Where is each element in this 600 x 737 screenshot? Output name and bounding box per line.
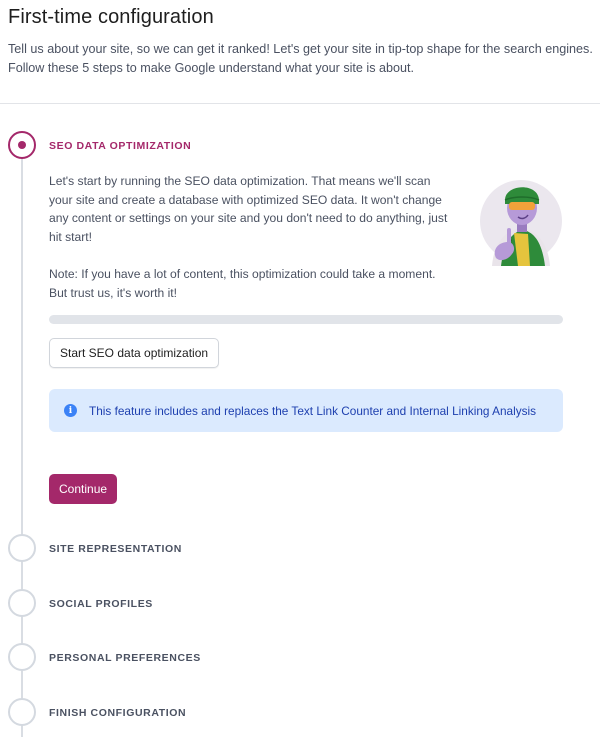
step-title-seo-data-optimization: SEO DATA OPTIMIZATION xyxy=(49,140,192,152)
person-avatar-illustration xyxy=(478,170,564,266)
header-divider xyxy=(0,103,600,104)
step-indicator-site-representation xyxy=(8,534,36,562)
step-description xyxy=(49,172,449,302)
step-indicator-personal-preferences xyxy=(8,643,36,671)
info-alert xyxy=(49,389,563,432)
info-icon: i xyxy=(64,404,77,417)
step-description-text: Let's start by running the SEO data optimization. That means we'll scan your site and create a database with optimized SEO data. It won't change any content or settings on your site and you don't need to do anything, just hit start! xyxy=(49,174,448,244)
start-seo-data-optimization-button[interactable]: Start SEO data optimization xyxy=(49,338,219,368)
optimization-progress-bar xyxy=(49,315,563,324)
continue-button[interactable]: Continue xyxy=(49,474,117,504)
step-title-finish-configuration: FINISH CONFIGURATION xyxy=(49,707,187,719)
step-note-text: Note: If you have a lot of content, this optimization could take a moment. But trust us, it's worth it! xyxy=(49,267,436,300)
info-alert-text: This feature includes and replaces the Text Link Counter and Internal Linking Analysis xyxy=(89,403,537,418)
step-title-site-representation: SITE REPRESENTATION xyxy=(49,543,182,555)
step-title-personal-preferences: PERSONAL PREFERENCES xyxy=(49,652,201,664)
step-indicator-social-profiles xyxy=(8,589,36,617)
page-intro: Tell us about your site, so we can get it ranked! Let's get your site in tip-top shape for the search engines. Follow these 5 steps to make Google understand what your site is about. xyxy=(8,42,593,75)
step-title-social-profiles: SOCIAL PROFILES xyxy=(49,598,153,610)
step-indicator-finish-configuration xyxy=(8,698,36,726)
page-title: First-time configuration xyxy=(8,6,214,28)
step-indicator-seo-data-optimization xyxy=(8,131,36,159)
